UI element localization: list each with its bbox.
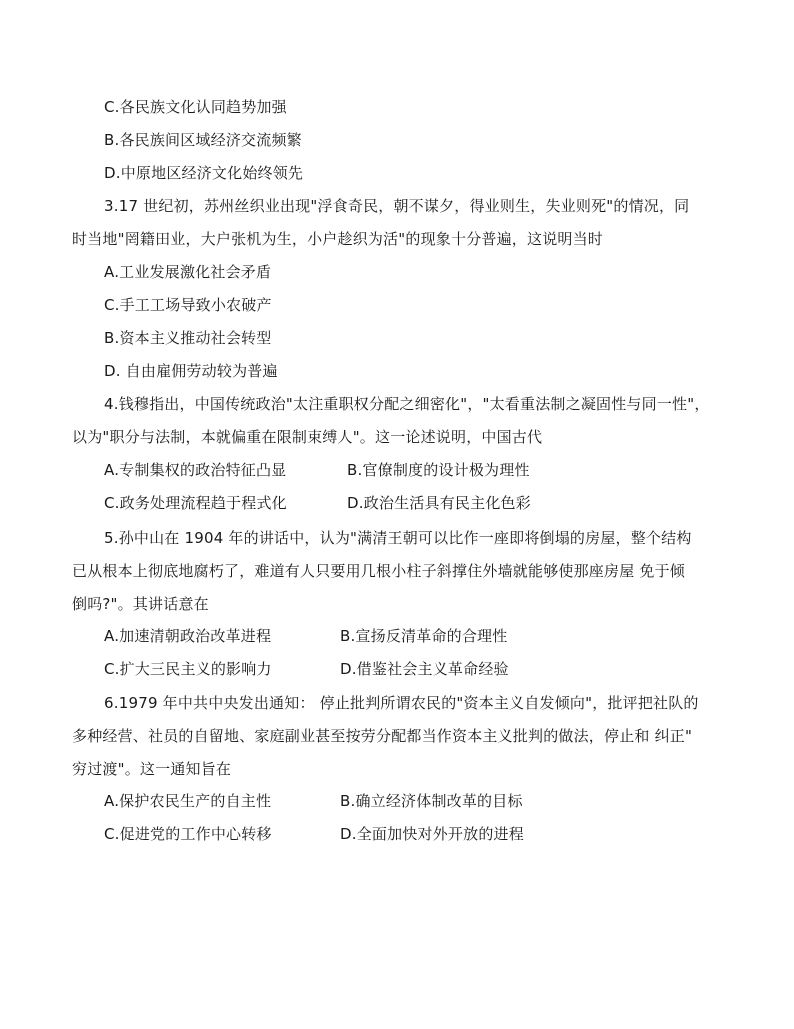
q3-stem-line-2: 时当地"罔籍田业，大户张机为生，小户趁织为活"的现象十分普遍，这说明当时 (72, 230, 604, 248)
q4-stem-line-1: 4.钱穆指出，中国传统政治"太注重职权分配之细密化"，"太看重法制之凝固性与同一性"， (104, 395, 710, 413)
prev-option-b: B.各民族间区域经济交流频繁 (104, 131, 302, 149)
q6-option-a: A.保护农民生产的自主性 (104, 792, 272, 810)
q6-stem-line-2: 多种经营、社员的自留地、家庭副业甚至按劳分配都当作资本主义批判的做法，停止和 纠正" (72, 727, 693, 745)
q4-option-a: A.专制集权的政治特征凸显 (104, 461, 287, 479)
q5-option-a: A.加速清朝政治改革进程 (104, 627, 272, 645)
q6-stem-line-3: 穷过渡"。这一通知旨在 (72, 760, 232, 778)
q3-option-a: A.工业发展激化社会矛盾 (104, 263, 272, 281)
q5-stem-line-2: 已从根本上彻底地腐朽了，难道有人只要用几根小柱子斜撑住外墙就能够使那座房屋 免于倾 (72, 562, 685, 580)
q3-option-c: C.手工工场导致小农破产 (104, 296, 272, 314)
q3-option-b: B.资本主义推动社会转型 (104, 329, 272, 347)
q6-option-b: B.确立经济体制改革的目标 (340, 792, 523, 810)
q4-option-c: C.政务处理流程趋于程式化 (104, 494, 287, 512)
q4-option-d: D.政治生活具有民主化色彩 (347, 494, 531, 512)
q5-option-d: D.借鉴社会主义革命经验 (340, 660, 509, 678)
q5-stem-line-3: 倒吗?"。其讲话意在 (72, 595, 209, 613)
q6-stem-line-1: 6.1979 年中共中央发出通知： 停止批判所谓农民的"资本主义自发倾向"，批评把社队的 (104, 694, 699, 712)
q4-option-b: B.官僚制度的设计极为理性 (347, 461, 530, 479)
prev-option-c: C.各民族文化认同趋势加强 (104, 98, 287, 116)
q4-stem-line-2: 以为"职分与法制，本就偏重在限制束缚人"。这一论述说明，中国古代 (72, 428, 543, 446)
q5-stem-line-1: 5.孙中山在 1904 年的讲话中，认为"满清王朝可以比作一座即将倒塌的房屋，整个结构 (104, 529, 692, 547)
q5-option-c: C.扩大三民主义的影响力 (104, 660, 272, 678)
prev-option-d: D.中原地区经济文化始终领先 (104, 164, 304, 182)
q6-option-c: C.促进党的工作中心转移 (104, 825, 272, 843)
q6-option-d: D.全面加快对外开放的进程 (340, 825, 524, 843)
q5-option-b: B.宣扬反清革命的合理性 (340, 627, 508, 645)
q3-stem-line-1: 3.17 世纪初，苏州丝织业出现"浮食奇民，朝不谋夕，得业则生，失业则死"的情况，同 (104, 197, 690, 215)
q3-option-d: D. 自由雇佣劳动较为普遍 (104, 362, 278, 380)
